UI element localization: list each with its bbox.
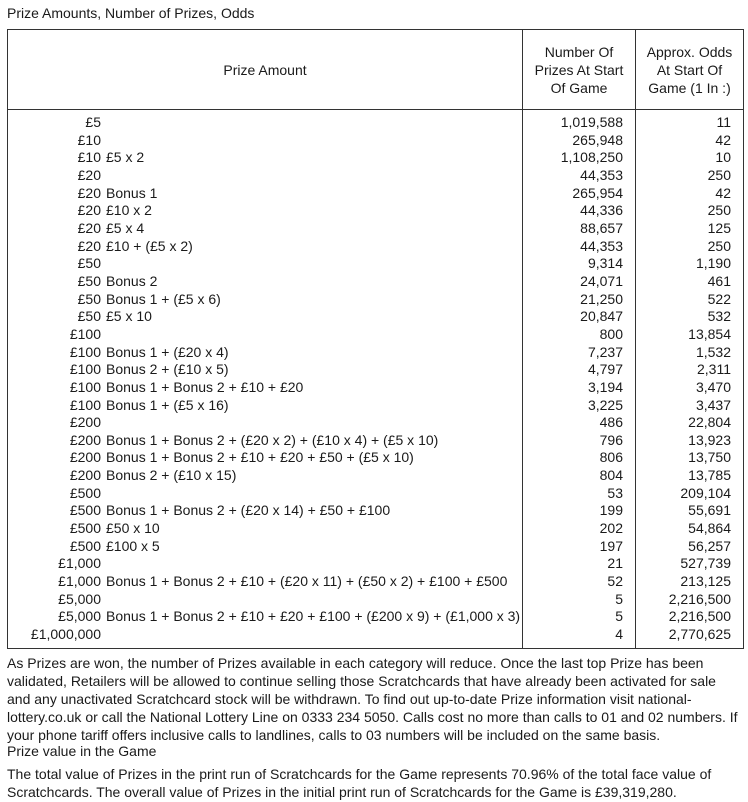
odds-value: 213,125 [636, 573, 744, 591]
table-row [8, 167, 744, 185]
odds-value: 56,257 [636, 538, 744, 556]
prize-cell [8, 467, 523, 485]
prize-cell [8, 149, 523, 167]
prize-detail: Bonus 1 [106, 184, 158, 201]
number-of-prizes: 796 [523, 432, 636, 450]
odds-value: 250 [636, 202, 744, 220]
number-of-prizes: 4,797 [523, 361, 636, 379]
odds-value: 54,864 [636, 520, 744, 538]
prize-cell [8, 361, 523, 379]
table-title: Prize Amounts, Number of Prizes, Odds [7, 5, 255, 21]
prize-amount: £200 [69, 431, 101, 448]
prize-amount: £500 [69, 502, 101, 519]
prize-detail: Bonus 1 + Bonus 2 + £10 + £20 + £50 + (£5 x 10) [106, 449, 414, 466]
number-of-prizes: 7,237 [523, 344, 636, 362]
prize-detail: £100 x 5 [106, 537, 160, 554]
prize-cell [8, 308, 523, 326]
odds-value: 55,691 [636, 502, 744, 520]
header-odds [636, 30, 744, 110]
prize-cell [8, 449, 523, 467]
table-row [8, 273, 744, 291]
prize-detail: Bonus 1 + Bonus 2 + (£20 x 2) + (£10 x 4) + (£5 x 10) [106, 431, 439, 448]
table-row [8, 467, 744, 485]
prize-amount: £50 [77, 308, 101, 325]
prize-cell [8, 555, 523, 573]
number-of-prizes: 21,250 [523, 291, 636, 309]
number-of-prizes: 24,071 [523, 273, 636, 291]
table-row [8, 114, 744, 132]
prize-cell [8, 520, 523, 538]
prize-amount: £5,000 [58, 590, 101, 607]
prize-cell [8, 238, 523, 256]
prize-cell [8, 167, 523, 185]
odds-value: 11 [636, 114, 744, 132]
prize-cell [8, 132, 523, 150]
table-row [8, 626, 744, 644]
odds-value: 532 [636, 308, 744, 326]
prize-detail: Bonus 1 + Bonus 2 + £10 + £20 + £100 + (£200 x 9) + (£1,000 x 3) [106, 608, 521, 625]
table-row [8, 361, 744, 379]
number-of-prizes: 88,657 [523, 220, 636, 238]
prize-detail: Bonus 1 + Bonus 2 + £10 + £20 [106, 378, 304, 395]
prize-detail: Bonus 2 + (£10 x 15) [106, 467, 237, 484]
table-row [8, 308, 744, 326]
odds-value: 527,739 [636, 555, 744, 573]
table-row [8, 502, 744, 520]
odds-value: 209,104 [636, 485, 744, 503]
table-row [8, 555, 744, 573]
odds-value: 13,854 [636, 326, 744, 344]
odds-value: 250 [636, 238, 744, 256]
odds-value: 42 [636, 132, 744, 150]
prize-amount: £20 [77, 202, 101, 219]
prize-detail: Bonus 1 + Bonus 2 + (£20 x 14) + £50 + £100 [106, 502, 391, 519]
prize-cell [8, 608, 523, 626]
prize-amount: £1,000,000 [30, 626, 101, 643]
table-row [8, 132, 744, 150]
prize-detail: Bonus 1 + (£20 x 4) [106, 343, 229, 360]
prize-cell [8, 220, 523, 238]
table-row [8, 449, 744, 467]
odds-value: 13,923 [636, 432, 744, 450]
prize-cell [8, 114, 523, 132]
prize-amount: £20 [77, 166, 101, 183]
number-of-prizes: 800 [523, 326, 636, 344]
number-of-prizes: 265,954 [523, 185, 636, 203]
odds-value: 3,470 [636, 379, 744, 397]
odds-value: 1,190 [636, 255, 744, 273]
prize-amount: £1,000 [58, 573, 101, 590]
prize-amount: £200 [69, 414, 101, 431]
prize-table [7, 29, 744, 649]
prize-amount: £200 [69, 467, 101, 484]
header-number-of-prizes [523, 30, 636, 110]
prize-amount: £1,000 [58, 555, 101, 572]
prize-cell [8, 202, 523, 220]
prize-detail: Bonus 1 + (£5 x 16) [106, 396, 229, 413]
prize-cell [8, 326, 523, 344]
prize-cell [8, 185, 523, 203]
table-row [8, 344, 744, 362]
table-row [8, 326, 744, 344]
table-row [8, 538, 744, 556]
odds-value: 2,216,500 [636, 608, 744, 626]
prize-cell [8, 255, 523, 273]
odds-value: 13,785 [636, 467, 744, 485]
odds-value: 22,804 [636, 414, 744, 432]
prize-amount: £20 [77, 184, 101, 201]
prize-amount: £100 [69, 343, 101, 360]
odds-value: 461 [636, 273, 744, 291]
number-of-prizes: 1,019,588 [523, 114, 636, 132]
prize-amount: £20 [77, 237, 101, 254]
prize-amount: £50 [77, 272, 101, 289]
prize-amount: £100 [69, 325, 101, 342]
table-row [8, 520, 744, 538]
prize-amount: £200 [69, 449, 101, 466]
number-of-prizes: 5 [523, 608, 636, 626]
odds-value: 3,437 [636, 397, 744, 415]
number-of-prizes: 197 [523, 538, 636, 556]
number-of-prizes: 486 [523, 414, 636, 432]
prize-amount: £20 [77, 219, 101, 236]
prize-cell [8, 626, 523, 644]
number-of-prizes: 202 [523, 520, 636, 538]
prize-cell [8, 502, 523, 520]
header-odds-text: Approx. Odds At Start Of Game (1 In :) [646, 43, 733, 96]
odds-value: 2,311 [636, 361, 744, 379]
number-of-prizes: 4 [523, 626, 636, 644]
table-row [8, 202, 744, 220]
table-row [8, 291, 744, 309]
table-row [8, 397, 744, 415]
prize-detail: Bonus 1 + (£5 x 6) [106, 290, 221, 307]
table-row [8, 432, 744, 450]
prize-amount: £100 [69, 396, 101, 413]
table-row [8, 185, 744, 203]
prize-cell [8, 273, 523, 291]
prize-amount: £10 [77, 131, 101, 148]
prize-cell [8, 344, 523, 362]
prize-cell [8, 414, 523, 432]
table-row [8, 255, 744, 273]
prize-detail: £10 + (£5 x 2) [106, 237, 193, 254]
odds-value: 1,532 [636, 344, 744, 362]
prize-amount: £100 [69, 361, 101, 378]
prize-amount: £500 [69, 520, 101, 537]
odds-value: 2,770,625 [636, 626, 744, 644]
prize-detail: Bonus 1 + Bonus 2 + £10 + (£20 x 11) + (£50 x 2) + £100 + £500 [106, 573, 508, 590]
prize-amount: £5 [85, 114, 101, 130]
prize-cell [8, 432, 523, 450]
number-of-prizes: 265,948 [523, 132, 636, 150]
number-of-prizes: 53 [523, 485, 636, 503]
prize-cell [8, 379, 523, 397]
prize-amount: £10 [77, 149, 101, 166]
number-of-prizes: 44,336 [523, 202, 636, 220]
prize-cell [8, 573, 523, 591]
number-of-prizes: 21 [523, 555, 636, 573]
prize-detail: £5 x 4 [106, 219, 145, 236]
prize-cell [8, 397, 523, 415]
number-of-prizes: 44,353 [523, 167, 636, 185]
prize-value-paragraph: The total value of Prizes in the print run of Scratchcards for the Game represents 70.96% of the total face value of Scratchcards. The overall value of Prizes in the initial print run of Scratchcards for the Game is £39,319,280. [7, 766, 712, 800]
table-row [8, 414, 744, 432]
odds-value: 42 [636, 185, 744, 203]
table-row [8, 591, 744, 609]
table-row [8, 379, 744, 397]
number-of-prizes: 3,194 [523, 379, 636, 397]
number-of-prizes: 3,225 [523, 397, 636, 415]
table-row [8, 573, 744, 591]
number-of-prizes: 806 [523, 449, 636, 467]
table-row [8, 608, 744, 626]
number-of-prizes: 804 [523, 467, 636, 485]
prize-detail: £10 x 2 [106, 202, 152, 219]
prize-amount: £50 [77, 255, 101, 272]
table-row [8, 149, 744, 167]
odds-value: 250 [636, 167, 744, 185]
number-of-prizes: 1,108,250 [523, 149, 636, 167]
odds-value: 522 [636, 291, 744, 309]
odds-value: 2,216,500 [636, 591, 744, 609]
number-of-prizes: 9,314 [523, 255, 636, 273]
prize-cell [8, 485, 523, 503]
prize-amount: £500 [69, 537, 101, 554]
number-of-prizes: 44,353 [523, 238, 636, 256]
table-row [8, 220, 744, 238]
prize-table-body [8, 110, 744, 649]
prize-cell [8, 291, 523, 309]
prize-value-heading: Prize value in the Game [7, 743, 157, 759]
prize-amount: £5,000 [58, 608, 101, 625]
prize-detail: £50 x 10 [106, 520, 160, 537]
prize-detail: Bonus 2 + (£10 x 5) [106, 361, 229, 378]
number-of-prizes: 199 [523, 502, 636, 520]
table-row [8, 238, 744, 256]
prize-availability-paragraph: As Prizes are won, the number of Prizes available in each category will reduce. Once the last top Prize has been validated, Retailers will be allowed to continue selling those Scratchcards that have already been activated for sale and any unactivated Scratchcard stock will be withdrawn. To find out up-to-date Prize information visit national-lottery.co.uk or call the National Lottery Line on 0333 234 5050. Calls cost no more than calls to 01 and 02 numbers. If your phone tariff offers inclusive calls to landlines, calls to 03 numbers will be included on the same basis. [7, 655, 738, 743]
prize-detail: Bonus 2 [106, 272, 158, 289]
prize-detail: £5 x 2 [106, 149, 145, 166]
table-row [8, 485, 744, 503]
prize-amount: £50 [77, 290, 101, 307]
number-of-prizes: 52 [523, 573, 636, 591]
table-end-row [8, 644, 744, 649]
prize-cell [8, 591, 523, 609]
header-number-of-prizes-text: Number Of Prizes At Start Of Game [534, 43, 624, 96]
prize-detail: £5 x 10 [106, 308, 152, 325]
odds-value: 13,750 [636, 449, 744, 467]
table-header-row [8, 30, 744, 110]
odds-value: 10 [636, 149, 744, 167]
prize-amount: £500 [69, 484, 101, 501]
prize-cell [8, 538, 523, 556]
number-of-prizes: 20,847 [523, 308, 636, 326]
prize-amount: £100 [69, 378, 101, 395]
number-of-prizes: 5 [523, 591, 636, 609]
odds-value: 125 [636, 220, 744, 238]
header-prize-amount: Prize Amount [8, 30, 523, 110]
